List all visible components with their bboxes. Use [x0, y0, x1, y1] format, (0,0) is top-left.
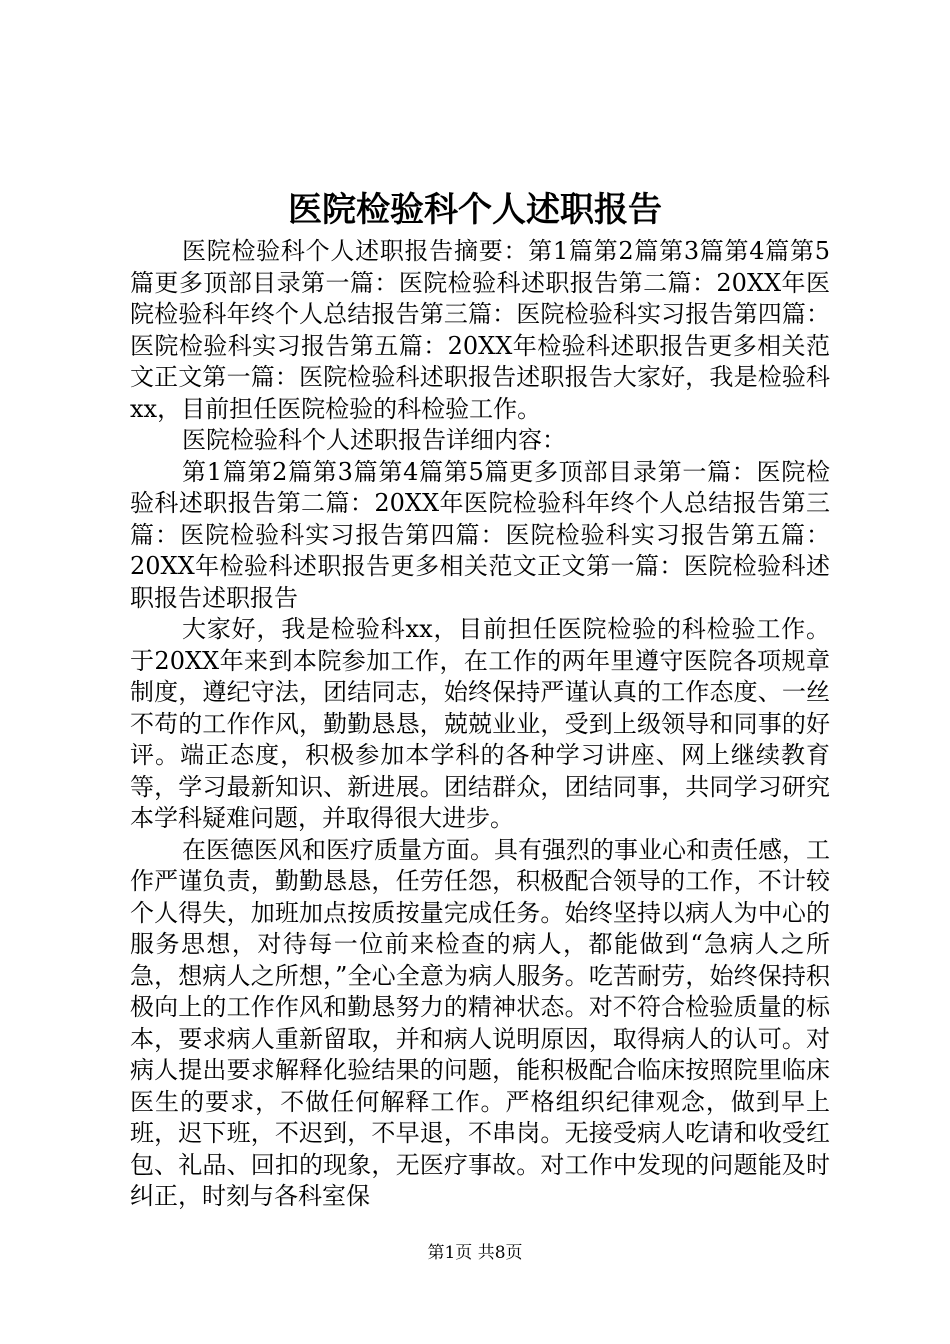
page-footer: 第1页 共8页 [427, 1243, 523, 1263]
paragraph-introduction: 大家好，我是检验科xx，目前担任医院检验的科检验工作。于20XX年来到本院参加工作，在工作的两年里遵守医院各项规章制度，遵纪守法，团结同志，始终保持严谨认真的工作态度、一丝不苟的工作作风，勤勤恳恳，兢兢业业，受到上级领导和同事的好评。端正态度，积极参加本学科的各种学习讲座、网上继续教育等，学习最新知识、新进展。团结群众，团结同事，共同学习研究本学科疑难问题，并取得很大进步。 [130, 615, 830, 832]
paragraph-summary: 医院检验科个人述职报告摘要：第1篇第2篇第3篇第4篇第5篇更多顶部目录第一篇：医院检验科述职报告第二篇：20XX年医院检验科年终个人总结报告第三篇：医院检验科实习报告第四篇：医院检验科实习报告第五篇：20XX年检验科述职报告更多相关范文正文第一篇：医院检验科述职报告述职报告大家好，我是检验科xx，目前担任医院检验的科检验工作。 [130, 237, 830, 423]
paragraph-details-heading: 医院检验科个人述职报告详细内容： [182, 426, 566, 454]
paragraph-toc: 第1篇第2篇第3篇第4篇第5篇更多顶部目录第一篇：医院检验科述职报告第二篇：20XX年医院检验科年终个人总结报告第三篇：医院检验科实习报告第四篇：医院检验科实习报告第五篇：20XX年检验科述职报告更多相关范文正文第一篇：医院检验科述职报告述职报告 [130, 457, 830, 612]
document-body [130, 236, 830, 1213]
paragraph-medical-ethics: 在医德医风和医疗质量方面。具有强烈的事业心和责任感，工作严谨负责，勤勤恳恳，任劳任怨，积极配合领导的工作，不计较个人得失，加班加点按质按量完成任务。始终坚持以病人为中心的服务思想，对待每一位前来检查的病人，都能做到“急病人之所急，想病人之所想，”全心全意为病人服务。吃苦耐劳，始终保持积极向上的工作作风和勤恳努力的精神状态。对不符合检验质量的标本，要求病人重新留取，并和病人说明原因，取得病人的认可。对病人提出要求解释化验结果的问题，能积极配合临床按照院里临床医生的要求，不做任何解释工作。严格组织纪律观念，做到早上班，迟下班，不迟到，不早退，不串岗。无接受病人吃请和收受红包、礼品、回扣的现象，无医疗事故。对工作中发现的问题能及时纠正，时刻与各科室保 [130, 835, 830, 1210]
document-title: 医院检验科个人述职报告 [288, 190, 662, 230]
